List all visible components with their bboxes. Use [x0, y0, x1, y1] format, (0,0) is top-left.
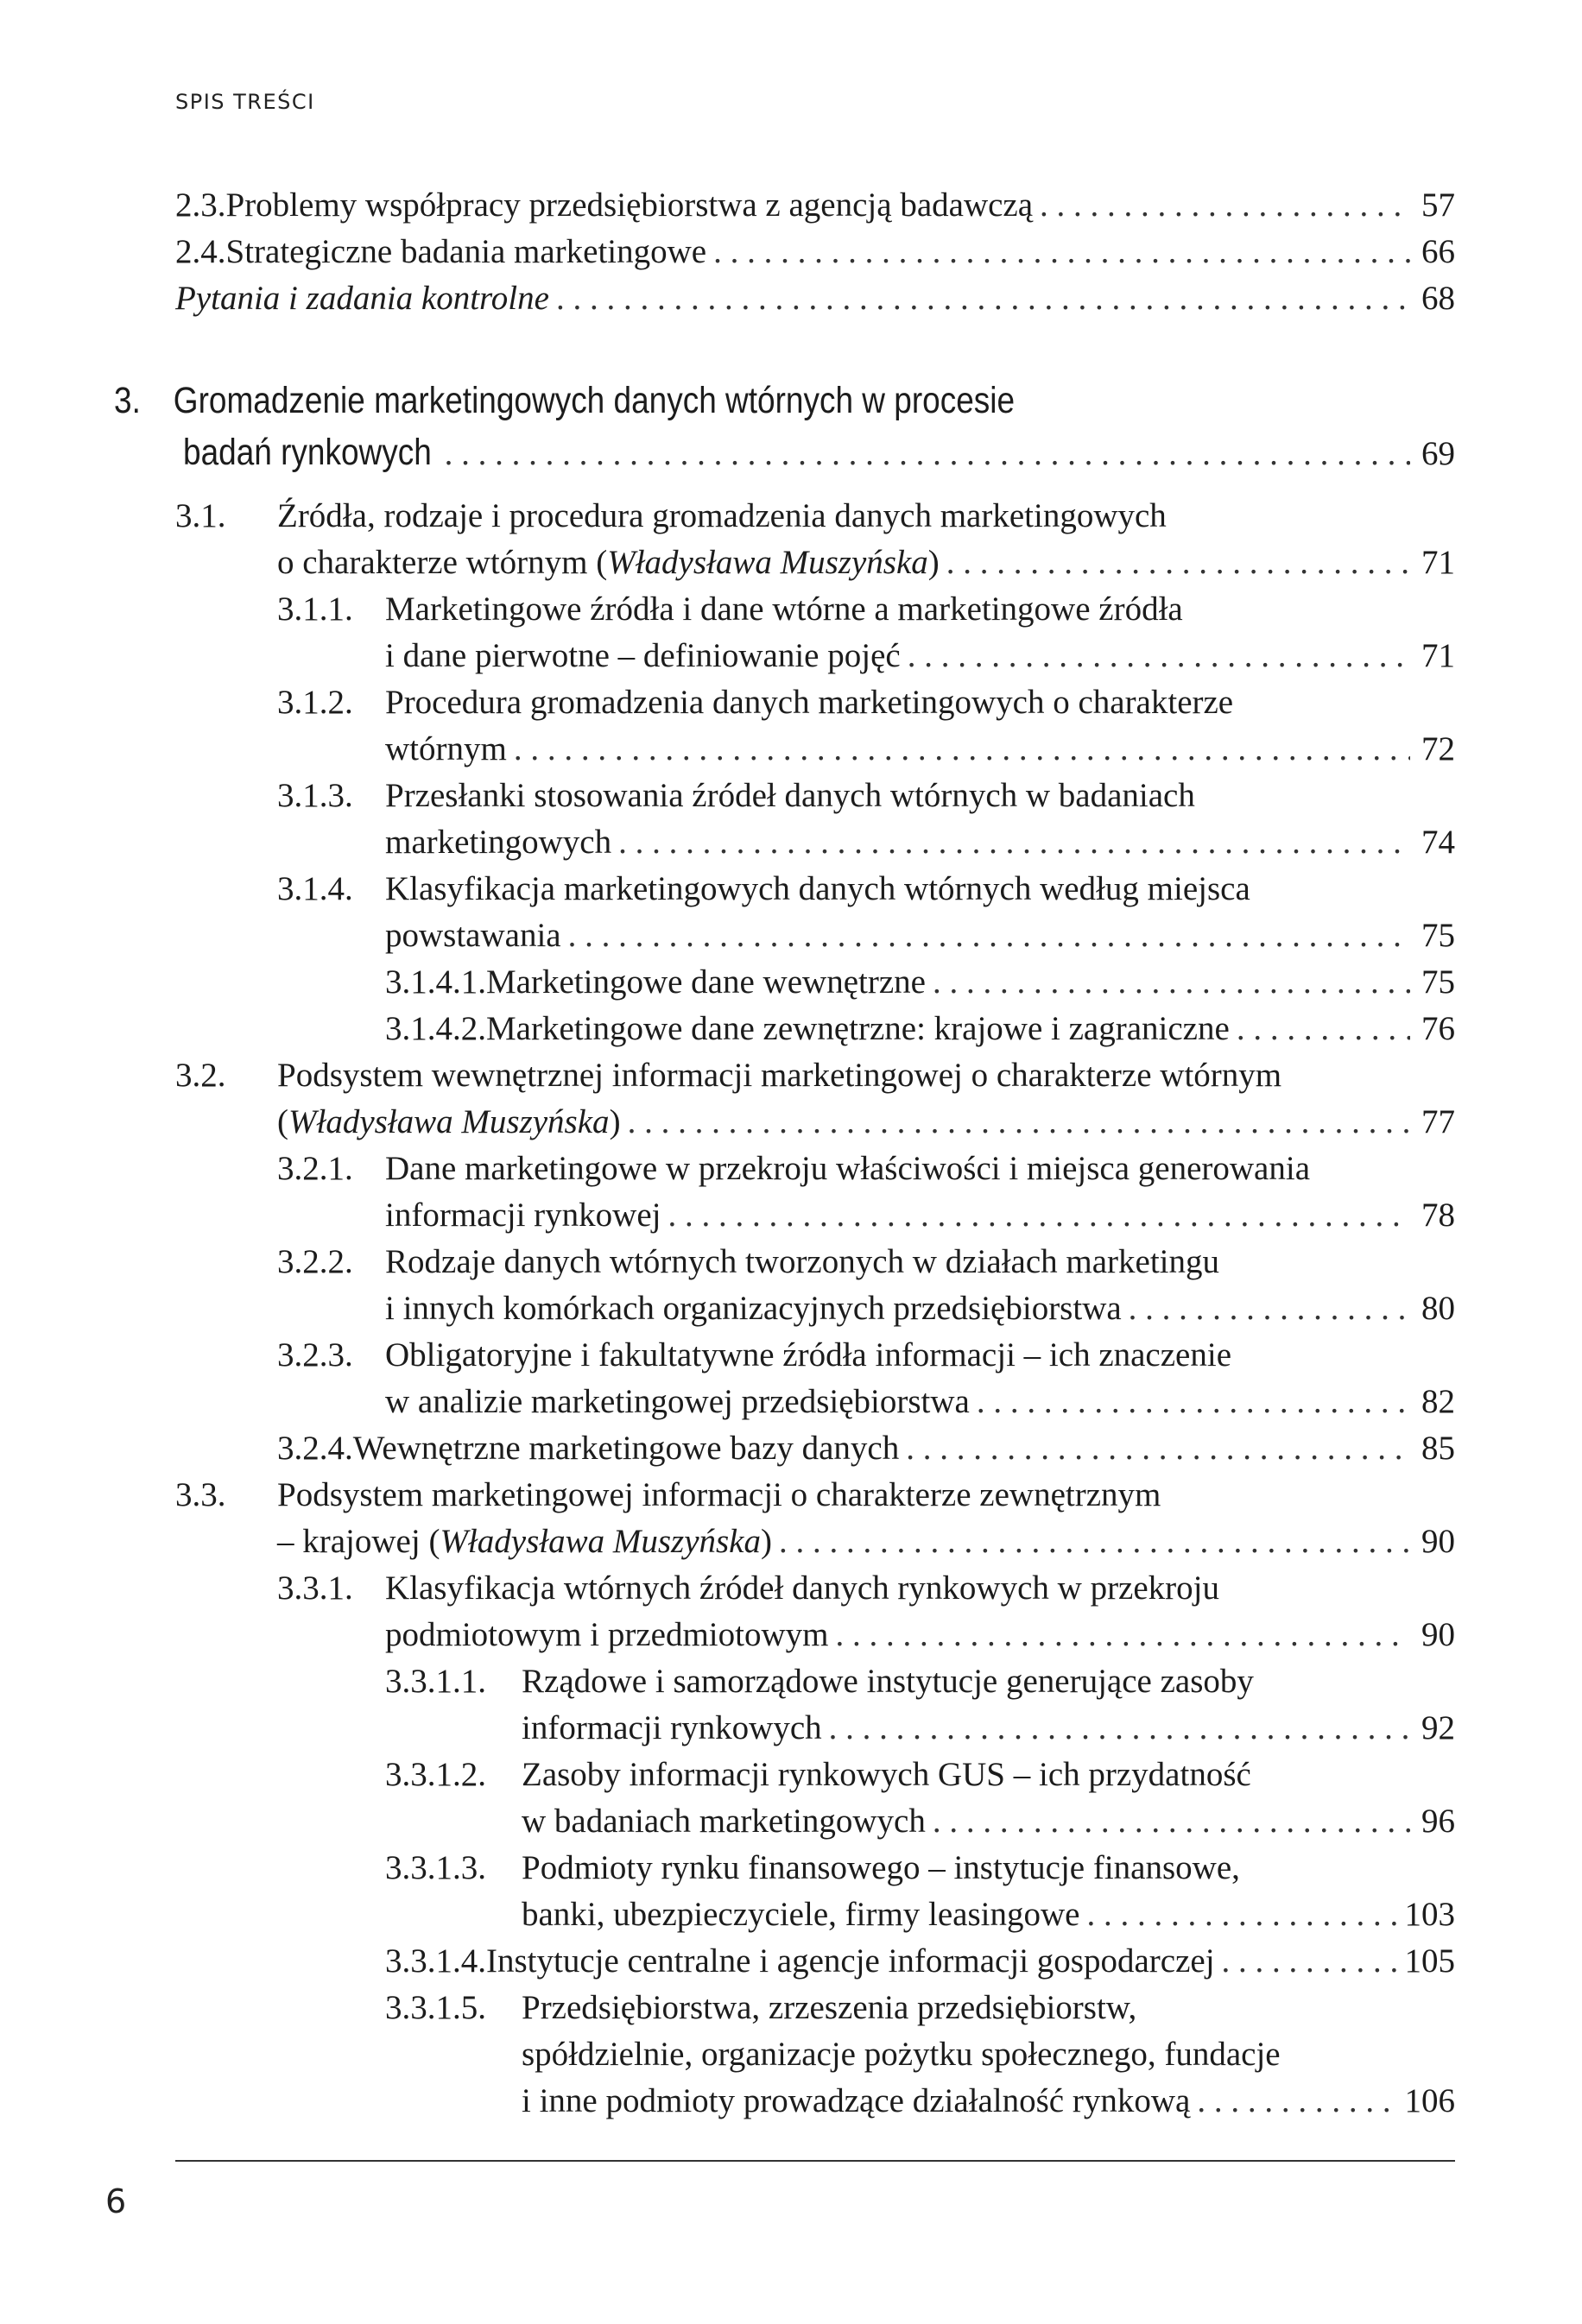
entry-title: Podmioty rynku finansowego – instytucje finansowe,: [522, 1849, 1240, 1886]
leader-dots: [908, 639, 1410, 673]
entry-number: 3.1.3.: [277, 777, 353, 814]
toc-entry-3-3-1-5-line3: [522, 2084, 1455, 2118]
toc-entry-3-2-line1: [175, 1058, 1281, 1092]
entry-title: Przedsiębiorstwa, zrzeszenia przedsiębiorstw,: [522, 1989, 1137, 2026]
entry-title-cont: podmiotowym i przedmiotowym: [385, 1616, 829, 1653]
entry-title: Wewnętrzne marketingowe bazy danych: [352, 1430, 900, 1467]
entry-title: Rządowe i samorządowe instytucje generujące zasoby: [522, 1663, 1254, 1700]
entry-number: 2.3.: [175, 186, 226, 224]
entry-title-cont: wtórnym: [385, 730, 507, 767]
toc-chapter-3-line2: [183, 434, 1455, 471]
entry-title-cont: w analizie marketingowej przedsiębiorstwa: [385, 1383, 970, 1420]
entry-page: 80: [1421, 1290, 1455, 1327]
entry-page: 71: [1421, 637, 1455, 674]
leader-dots: [628, 1105, 1410, 1139]
entry-page: 90: [1421, 1523, 1455, 1560]
entry-number: 3.3.1.: [277, 1569, 353, 1607]
entry-title-cont: [277, 1105, 621, 1139]
entry-title: Instytucje centralne i agencje informacji gospodarczej: [486, 1942, 1215, 1980]
toc-entry-3-1-4-line2: [385, 919, 1455, 952]
page-number: 6: [105, 2182, 127, 2220]
toc-entry-3-1-3-line1: [277, 779, 1195, 812]
entry-number: 3.2.2.: [277, 1243, 353, 1280]
leader-dots: [977, 1385, 1410, 1418]
entry-page: 57: [1421, 186, 1455, 224]
leader-dots: [1197, 2084, 1395, 2118]
leader-dots: [556, 281, 1410, 315]
entry-title: Strategiczne badania marketingowe: [225, 233, 707, 270]
leader-dots: [779, 1525, 1410, 1558]
entry-title: Źródła, rodzaje i procedura gromadzenia danych marketingowych: [277, 497, 1167, 534]
entry-number: 3.1.4.: [277, 870, 353, 907]
toc-entry-3-3-1-4: [385, 1944, 1455, 1978]
entry-number: 3.2.: [175, 1057, 226, 1094]
toc-entry-3-3-line2: [277, 1525, 1455, 1558]
toc-entry-3-2-line2: [277, 1105, 1455, 1139]
entry-title: Marketingowe dane zewnętrzne: krajowe i zagraniczne: [486, 1010, 1230, 1047]
toc-entry-questions: [175, 281, 1455, 315]
entry-page: 90: [1421, 1616, 1455, 1653]
entry-number: 3.1.1.: [277, 590, 353, 628]
entry-page: 69: [1421, 435, 1455, 472]
entry-title: Pytania i zadania kontrolne: [175, 280, 549, 317]
entry-title: Klasyfikacja wtórnych źródeł danych rynkowych w przekroju: [385, 1569, 1219, 1607]
footer-rule: [175, 2160, 1455, 2162]
toc-entry-3-3-1-3-line2: [522, 1898, 1455, 1931]
chapter-title: Gromadzenie marketingowych danych wtórnych w procesie: [173, 380, 1016, 421]
toc-entry-3-2-4: [277, 1431, 1455, 1465]
entry-page: 72: [1421, 730, 1455, 767]
toc-entry-3-2-3-line1: [277, 1338, 1231, 1372]
entry-page: 85: [1421, 1430, 1455, 1467]
toc-entry-2-3: [175, 188, 1455, 222]
toc-entry-3-1-4-line1: [277, 872, 1250, 906]
text-part: o charakterze wtórnym (: [277, 544, 608, 581]
entry-number: 3.3.: [175, 1476, 226, 1513]
entry-page: 77: [1421, 1103, 1455, 1140]
toc-entry-3-2-1-line2: [385, 1198, 1455, 1232]
leader-dots: [713, 235, 1410, 268]
entry-title: Przesłanki stosowania źródeł danych wtórnych w badaniach: [385, 777, 1195, 814]
leader-dots: [1086, 1898, 1395, 1931]
entry-title-cont: marketingowych: [385, 824, 612, 861]
toc-entry-3-3-line1: [175, 1478, 1161, 1512]
leader-dots: [1222, 1944, 1396, 1978]
text-part: ): [761, 1523, 772, 1560]
entry-title: Rodzaje danych wtórnych tworzonych w działach marketingu: [385, 1243, 1219, 1280]
toc-entry-3-1-4-2: [385, 1012, 1455, 1045]
entry-number: 3.2.1.: [277, 1150, 353, 1187]
toc-entry-3-1-2-line2: [385, 732, 1455, 766]
toc-chapter-3-line1: [114, 382, 1015, 420]
chapter-title-cont: badań rynkowych: [183, 432, 432, 473]
entry-page: 76: [1421, 1010, 1455, 1047]
entry-number: 3.3.1.1.: [385, 1663, 486, 1700]
toc-entry-3-3-1-5-line1: [385, 1991, 1136, 2024]
entry-title: Podsystem marketingowej informacji o charakterze zewnętrznym: [277, 1476, 1161, 1513]
leader-dots: [618, 825, 1410, 859]
entry-title-cont: i inne podmioty prowadzące działalność rynkową: [522, 2082, 1191, 2119]
entry-title-cont: informacji rynkowych: [522, 1709, 822, 1746]
entry-number: 3.3.1.3.: [385, 1849, 486, 1886]
text-part: ): [609, 1103, 621, 1140]
leader-dots: [829, 1711, 1410, 1745]
leader-dots: [1237, 1012, 1410, 1045]
leader-dots: [568, 919, 1410, 952]
leader-dots: [1040, 188, 1410, 222]
entry-title: Zasoby informacji rynkowych GUS – ich przydatność: [522, 1756, 1251, 1793]
entry-title: Problemy współpracy przedsiębiorstwa z agencją badawczą: [225, 186, 1034, 224]
toc-entry-3-1-2-line1: [277, 685, 1233, 719]
entry-title-cont: w badaniach marketingowych: [522, 1803, 926, 1840]
leader-dots: [906, 1431, 1410, 1465]
toc-entry-3-2-2-line1: [277, 1245, 1219, 1279]
toc-entry-3-3-1-1-line2: [522, 1711, 1455, 1745]
entry-title-cont: informacji rynkowej: [385, 1197, 661, 1234]
leader-dots: [933, 965, 1410, 999]
author: Władysława Muszyńska: [440, 1523, 761, 1560]
text-part: – krajowej (: [277, 1523, 440, 1560]
entry-title: Obligatoryjne i fakultatywne źródła informacji – ich znaczenie: [385, 1336, 1232, 1374]
entry-number: 3.2.4.: [277, 1430, 353, 1467]
leader-dots: [946, 546, 1410, 579]
leader-dots: [933, 1804, 1410, 1838]
toc-entry-3-2-2-line2: [385, 1291, 1455, 1325]
author: Władysława Muszyńska: [288, 1103, 610, 1140]
entry-title-cont: powstawania: [385, 917, 561, 954]
entry-title: Marketingowe dane wewnętrzne: [486, 963, 926, 1001]
toc-entry-3-2-1-line1: [277, 1152, 1310, 1185]
toc-entry-3-1-1-line1: [277, 592, 1183, 626]
entry-page: 71: [1421, 544, 1455, 581]
toc-entry-3-3-1-5-line2: [522, 2037, 1281, 2071]
toc-entry-3-3-1-line2: [385, 1618, 1455, 1651]
toc-entry-3-1-4-1: [385, 965, 1455, 999]
entry-page: 106: [1404, 2082, 1455, 2119]
entry-number: 3.3.1.5.: [385, 1989, 486, 2026]
entry-page: 75: [1421, 917, 1455, 954]
entry-number: 3.2.3.: [277, 1336, 353, 1374]
toc-entry-2-4: [175, 235, 1455, 268]
entry-number: 3.3.1.4.: [385, 1942, 486, 1980]
entry-title: Dane marketingowe w przekroju właściwości i miejsca generowania: [385, 1150, 1311, 1187]
entry-number: 3.3.1.2.: [385, 1756, 486, 1793]
leader-dots: [835, 1618, 1410, 1651]
entry-number: 3.1.: [175, 497, 226, 534]
entry-number: 3.1.2.: [277, 684, 353, 721]
entry-page: 96: [1421, 1803, 1455, 1840]
entry-title-cont: [277, 546, 940, 579]
entry-title: Podsystem wewnętrznej informacji marketingowej o charakterze wtórnym: [277, 1057, 1282, 1094]
entry-title-cont: spółdzielnie, organizacje pożytku społecznego, fundacje: [522, 2036, 1281, 2073]
entry-page: 66: [1421, 233, 1455, 270]
entry-page: 68: [1421, 280, 1455, 317]
entry-title: Klasyfikacja marketingowych danych wtórnych według miejsca: [385, 870, 1250, 907]
chapter-number: 3.: [114, 380, 141, 421]
entry-page: 82: [1421, 1383, 1455, 1420]
entry-page: 103: [1404, 1896, 1455, 1933]
text-part: (: [277, 1103, 288, 1140]
toc-entry-3-3-1-2-line2: [522, 1804, 1455, 1838]
entry-number: 3.1.4.1.: [385, 963, 486, 1001]
toc-entry-3-3-1-2-line1: [385, 1758, 1251, 1791]
toc-entry-3-1-line2: [277, 546, 1455, 579]
leader-dots: [668, 1198, 1410, 1232]
leader-dots: [514, 732, 1410, 766]
text-part: ): [927, 544, 940, 581]
entry-page: 105: [1404, 1942, 1455, 1980]
toc-entry-3-3-1-3-line1: [385, 1851, 1240, 1885]
running-header: SPIS TREŚCI: [175, 90, 315, 114]
entry-title: Procedura gromadzenia danych marketingowych o charakterze: [385, 684, 1234, 721]
entry-number: 3.1.4.2.: [385, 1010, 486, 1047]
entry-page: 74: [1421, 824, 1455, 861]
toc-entry-3-3-1-line1: [277, 1571, 1219, 1605]
entry-title-cont: i innych komórkach organizacyjnych przedsiębiorstwa: [385, 1290, 1122, 1327]
entry-page: 78: [1421, 1197, 1455, 1234]
leader-dots: [1129, 1291, 1410, 1325]
toc-entry-3-1-3-line2: [385, 825, 1455, 859]
entry-title-cont: banki, ubezpieczyciele, firmy leasingowe: [522, 1896, 1080, 1933]
leader-dots: [445, 437, 1410, 470]
entry-title-cont: i dane pierwotne – definiowanie pojęć: [385, 637, 901, 674]
toc-entry-3-1-line1: [175, 499, 1167, 533]
toc-entry-3-2-3-line2: [385, 1385, 1455, 1418]
toc-entry-3-3-1-1-line1: [385, 1664, 1254, 1698]
entry-page: 75: [1421, 963, 1455, 1001]
entry-number: 2.4.: [175, 233, 226, 270]
entry-title: Marketingowe źródła i dane wtórne a marketingowe źródła: [385, 590, 1183, 628]
toc-entry-3-1-1-line2: [385, 639, 1455, 673]
author: Władysława Muszyńska: [607, 544, 928, 581]
entry-page: 92: [1421, 1709, 1455, 1746]
entry-title-cont: [277, 1525, 772, 1558]
